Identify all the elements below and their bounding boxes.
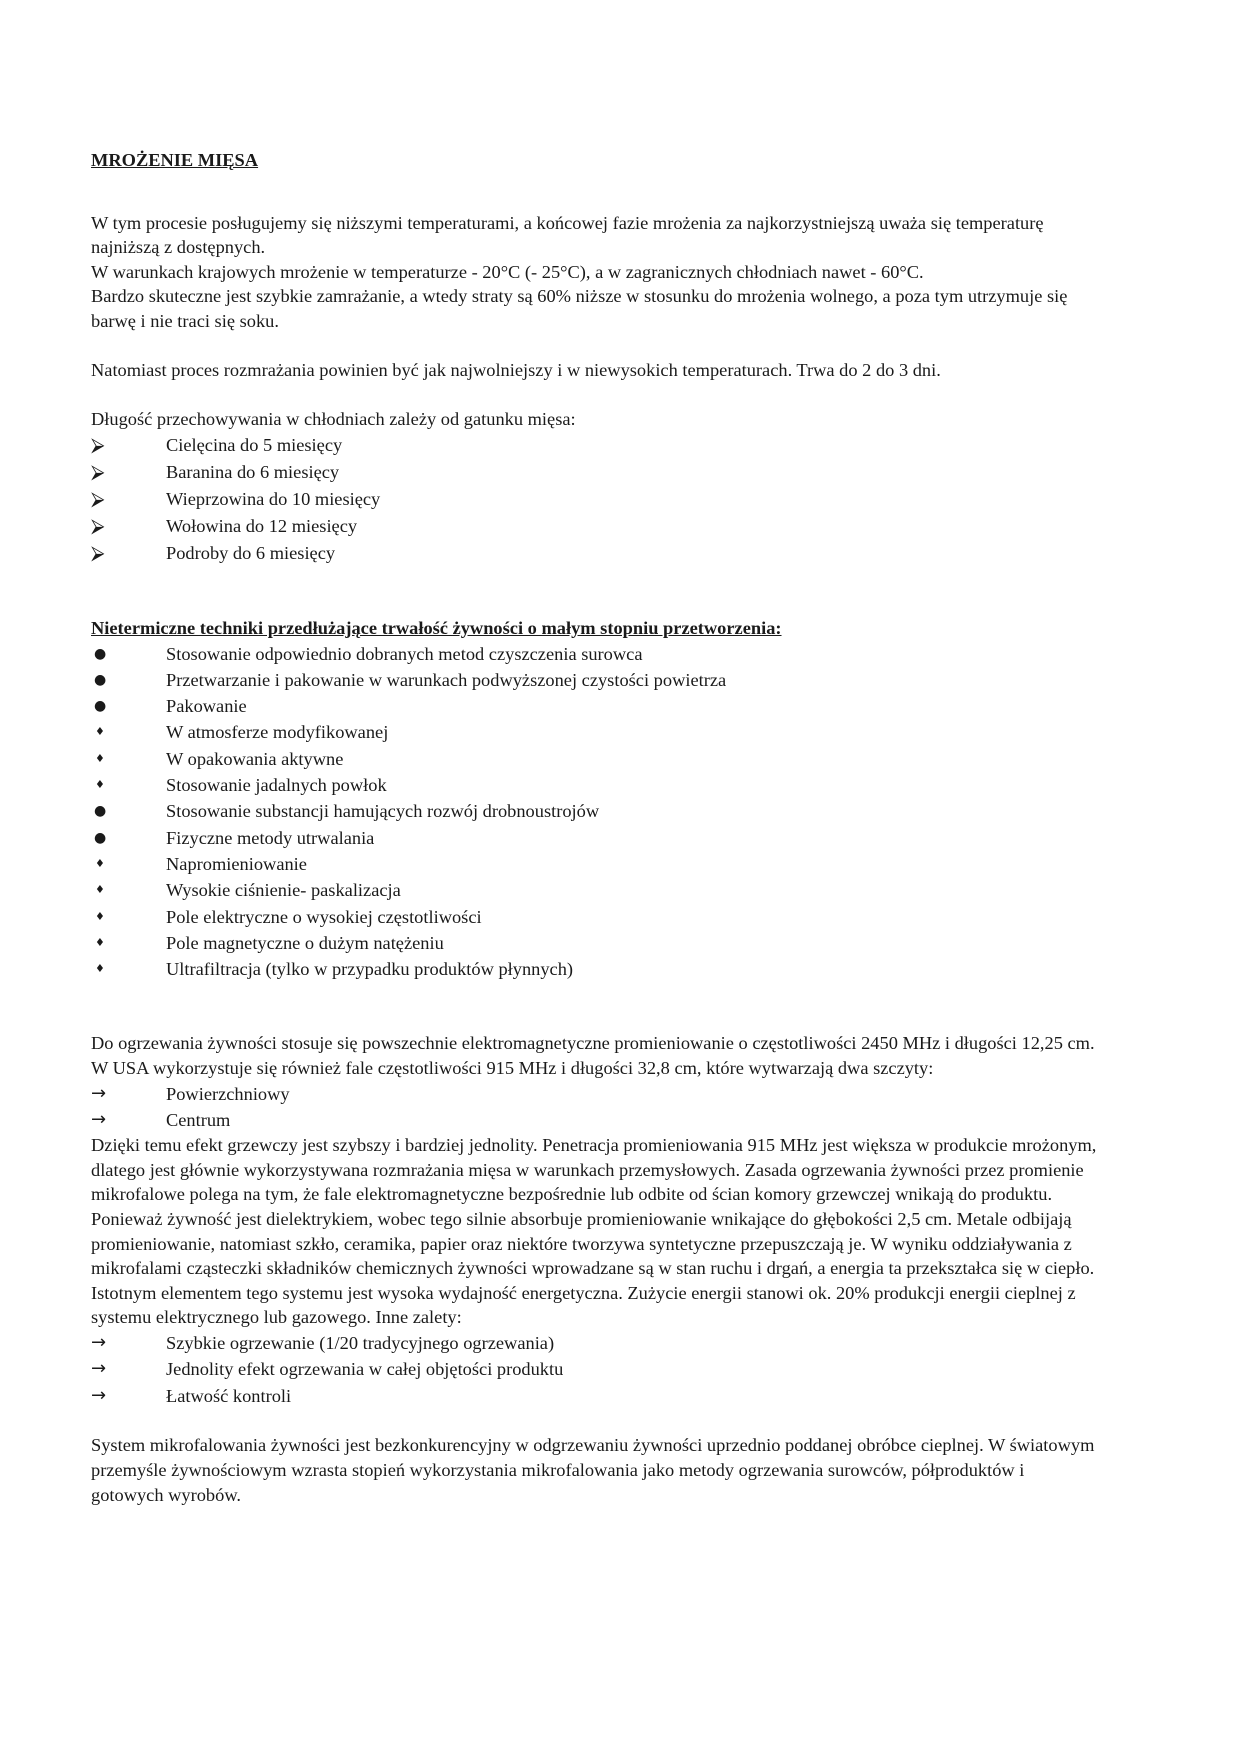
- diamond-bullet-icon: ♦: [95, 935, 105, 949]
- nonthermal-heading: Nietermiczne techniki przedłużające trwałość żywności o małym stopniu przetworzenia:: [91, 617, 782, 638]
- arrow-bullet-icon: →: [91, 1331, 107, 1353]
- list-item: ⮚ Podroby do 6 miesięcy: [91, 540, 1100, 567]
- arrowhead-bullet-icon: ⮚: [91, 514, 105, 537]
- diamond-bullet-icon: ♦: [95, 856, 105, 870]
- diamond-bullet-icon: ♦: [95, 962, 105, 976]
- arrowhead-bullet-icon: ⮚: [91, 433, 105, 456]
- list-item: ● Przetwarzanie i pakowanie w warunkach podwyższonej czystości powietrza: [91, 667, 1100, 693]
- microwave-intro-paragraph: Do ogrzewania żywności stosuje się powszechnie elektromagnetyczne promieniowanie o częstotliwości 2450 MHz i długości 12,25 cm. W USA wykorzystuje się również fale częstotliwości 915 MHz i długości 32,8 cm, które wytwarzają dwa szczyty:: [91, 1033, 1095, 1078]
- list-item: ♦ W opakowania aktywne: [91, 746, 1100, 772]
- list-item: → Centrum: [91, 1107, 1100, 1133]
- storage-list: [91, 432, 1100, 567]
- closing-paragraph: System mikrofalowania żywności jest bezkonkurencyjny w odgrzewaniu żywności uprzednio poddanej obróbce cieplnej. W światowym przemyśle żywnościowym wzrasta stopień wykorzystania mikrofalowania jako metody ogrzewania surowców, półproduktów i gotowych wyrobów.: [91, 1435, 1095, 1505]
- advantages-list: [91, 1330, 1100, 1409]
- list-item: ♦ Pole elektryczne o wysokiej częstotliwości: [91, 904, 1100, 930]
- list-item: ♦ Napromieniowanie: [91, 851, 1100, 877]
- arrow-bullet-icon: →: [91, 1358, 107, 1380]
- list-item: ⮚ Baranina do 6 miesięcy: [91, 459, 1100, 486]
- document-title: MROŻENIE MIĘSA: [91, 150, 259, 170]
- arrow-bullet-icon: →: [91, 1108, 107, 1130]
- list-item: ⮚ Wieprzowina do 10 miesięcy: [91, 486, 1100, 513]
- list-item: ● Stosowanie substancji hamujących rozwój drobnoustrojów: [91, 798, 1100, 824]
- diamond-bullet-icon: ♦: [95, 883, 105, 897]
- list-item: ● Stosowanie odpowiednio dobranych metod czyszczenia surowca: [91, 641, 1100, 667]
- list-item: ♦ Stosowanie jadalnych powłok: [91, 772, 1100, 798]
- arrowhead-bullet-icon: ⮚: [91, 487, 105, 510]
- list-item: ⮚ Cielęcina do 5 miesięcy: [91, 432, 1100, 459]
- peaks-list: [91, 1081, 1100, 1134]
- diamond-bullet-icon: ♦: [95, 909, 105, 923]
- diamond-bullet-icon: ♦: [95, 725, 105, 739]
- thawing-paragraph: Natomiast proces rozmrażania powinien być jak najwolniejszy i w niewysokich temperaturach. Trwa do 2 do 3 dni.: [91, 360, 941, 381]
- diamond-bullet-icon: ♦: [95, 778, 105, 792]
- list-item: ● Fizyczne metody utrwalania: [91, 825, 1100, 851]
- arrowhead-bullet-icon: ⮚: [91, 460, 105, 483]
- list-item: ♦ Pole magnetyczne o dużym natężeniu: [91, 930, 1100, 956]
- dot-bullet-icon: ●: [94, 671, 107, 688]
- dot-bullet-icon: ●: [94, 645, 107, 662]
- dot-bullet-icon: ●: [94, 803, 107, 820]
- arrow-bullet-icon: →: [91, 1384, 107, 1406]
- dot-bullet-icon: ●: [94, 698, 107, 715]
- list-item: → Łatwość kontroli: [91, 1383, 1100, 1409]
- intro-paragraph-3: Bardzo skuteczne jest szybkie zamrażanie, a wtedy straty są 60% niższe w stosunku do mrożenia wolnego, a poza tym utrzymuje się barwę i nie traci się soku.: [91, 286, 1068, 331]
- list-item: ● Pakowanie: [91, 693, 1100, 719]
- arrowhead-bullet-icon: ⮚: [91, 541, 105, 564]
- intro-paragraph-2: W warunkach krajowych mrożenie w temperaturze - 20°C (- 25°C), a w zagranicznych chłodniach nawet - 60°C.: [91, 261, 924, 282]
- list-item: ♦ Ultrafiltracja (tylko w przypadku produktów płynnych): [91, 956, 1100, 982]
- intro-paragraph-1: W tym procesie posługujemy się niższymi temperaturami, a końcowej fazie mrożenia za najkorzystniejszą uważa się temperaturę najniższą z dostępnych.: [91, 212, 1044, 258]
- dot-bullet-icon: ●: [94, 829, 107, 846]
- list-item: → Szybkie ogrzewanie (1/20 tradycyjnego ogrzewania): [91, 1330, 1100, 1356]
- arrow-bullet-icon: →: [91, 1082, 107, 1104]
- list-item: ⮚ Wołowina do 12 miesięcy: [91, 513, 1100, 540]
- storage-intro: Długość przechowywania w chłodniach zależy od gatunku mięsa:: [91, 409, 576, 430]
- diamond-bullet-icon: ♦: [95, 751, 105, 765]
- list-item: ♦ Wysokie ciśnienie- paskalizacja: [91, 877, 1100, 903]
- nonthermal-list: [91, 641, 1100, 983]
- microwave-body-paragraph: Dzięki temu efekt grzewczy jest szybszy i bardziej jednolity. Penetracja promieniowania 915 MHz jest większa w produkcie mrożonym, dlatego jest głównie wykorzystywana rozmrażania mięsa w warunkach przemysłowych. Zasada ogrzewania żywności przez promienie mikrofalowe polega na tym, że fale elektromagnetyczne bezpośrednie lub odbite od ścian komory grzewczej wnikają do produktu. Ponieważ żywność jest dielektrykiem, wobec tego silnie absorbuje promieniowanie wnikające do głębokości 2,5 cm. Metale odbijają promieniowanie, natomiast szkło, ceramika, papier oraz niektóre tworzywa syntetyczne przepuszczają je. W wyniku oddziaływania z mikrofalami cząsteczki składników chemicznych żywności wprowadzane są w stan ruchu i drgań, a energia ta przekształca się w ciepło. Istotnym elementem tego systemu jest wysoka wydajność energetyczna. Zużycie energii stanowi ok. 20% produkcji energii cieplnej z systemu elektrycznego lub gazowego. Inne zalety:: [91, 1135, 1097, 1328]
- list-item: ♦ W atmosferze modyfikowanej: [91, 719, 1100, 745]
- list-item: → Jednolity efekt ogrzewania w całej objętości produktu: [91, 1356, 1100, 1382]
- list-item: → Powierzchniowy: [91, 1081, 1100, 1107]
